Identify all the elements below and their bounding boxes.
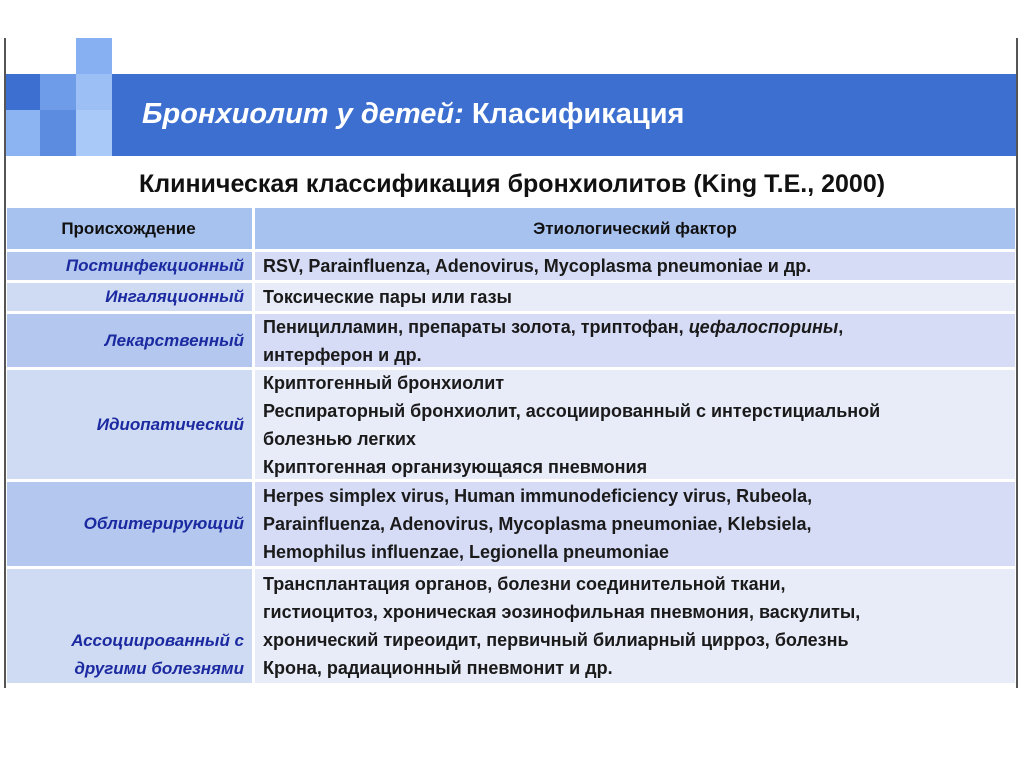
table-caption: Клиническая классификация бронхиолитов (King T.E., 2000): [138, 170, 886, 198]
table-header-row: [7, 208, 1015, 252]
table-row: [7, 370, 1015, 482]
decor-square: [40, 110, 76, 156]
table-row: [7, 482, 1015, 569]
factor-cell: RSV, Parainfluenza, Adenovirus, Mycoplasma pneumoniae и др.: [252, 252, 1015, 280]
classification-table: [7, 208, 1015, 683]
decor-square: [6, 110, 40, 156]
table-row: [7, 252, 1015, 283]
origin-cell: Облитерирующий: [7, 482, 252, 566]
factor-cell: Криптогенный бронхиолит Респираторный бронхиолит, ассоциированный с интерстициальной болезнью легких Криптогенная организующаяся пневмония: [252, 370, 1015, 479]
origin-cell: Ассоциированный с другими болезнями: [7, 569, 252, 683]
table-row: [7, 569, 1015, 683]
decor-square: [76, 38, 112, 74]
origin-cell: Лекарственный: [7, 314, 252, 367]
table-row: [7, 283, 1015, 314]
origin-cell: Идиопатический: [7, 370, 252, 479]
header-origin: Происхождение: [61, 218, 196, 238]
header-factor: Этиологический фактор: [252, 208, 1015, 249]
decor-square: [76, 74, 112, 110]
slide-title: Бронхиолит у детей: Класификация: [142, 98, 685, 130]
factor-cell: Токсические пары или газы: [252, 283, 1015, 311]
decor-square: [40, 74, 76, 110]
origin-cell: Постинфекционный: [7, 252, 252, 280]
table-row: [7, 314, 1015, 370]
factor-cell: Трансплантация органов, болезни соединительной ткани, гистиоцитоз, хроническая эозинофильная пневмония, васкулиты, хронический тиреоидит, первичный билиарный цирроз, болезнь Крона, радиационный пневмонит и др.: [252, 569, 1015, 683]
factor-cell: Пеницилламин, препараты золота, триптофан, цефалоспорины, интерферон и др.: [252, 314, 1015, 367]
decor-square: [76, 110, 112, 156]
slide-frame-right-border: [1016, 38, 1018, 688]
origin-cell: Ингаляционный: [7, 283, 252, 311]
factor-cell: Herpes simplex virus, Human immunodeficiency virus, Rubeola, Parainfluenza, Adenovirus, Mycoplasma pneumoniae, Klebsiela, Hemophilus influenzae, Legionella pneumoniae: [252, 482, 1015, 566]
